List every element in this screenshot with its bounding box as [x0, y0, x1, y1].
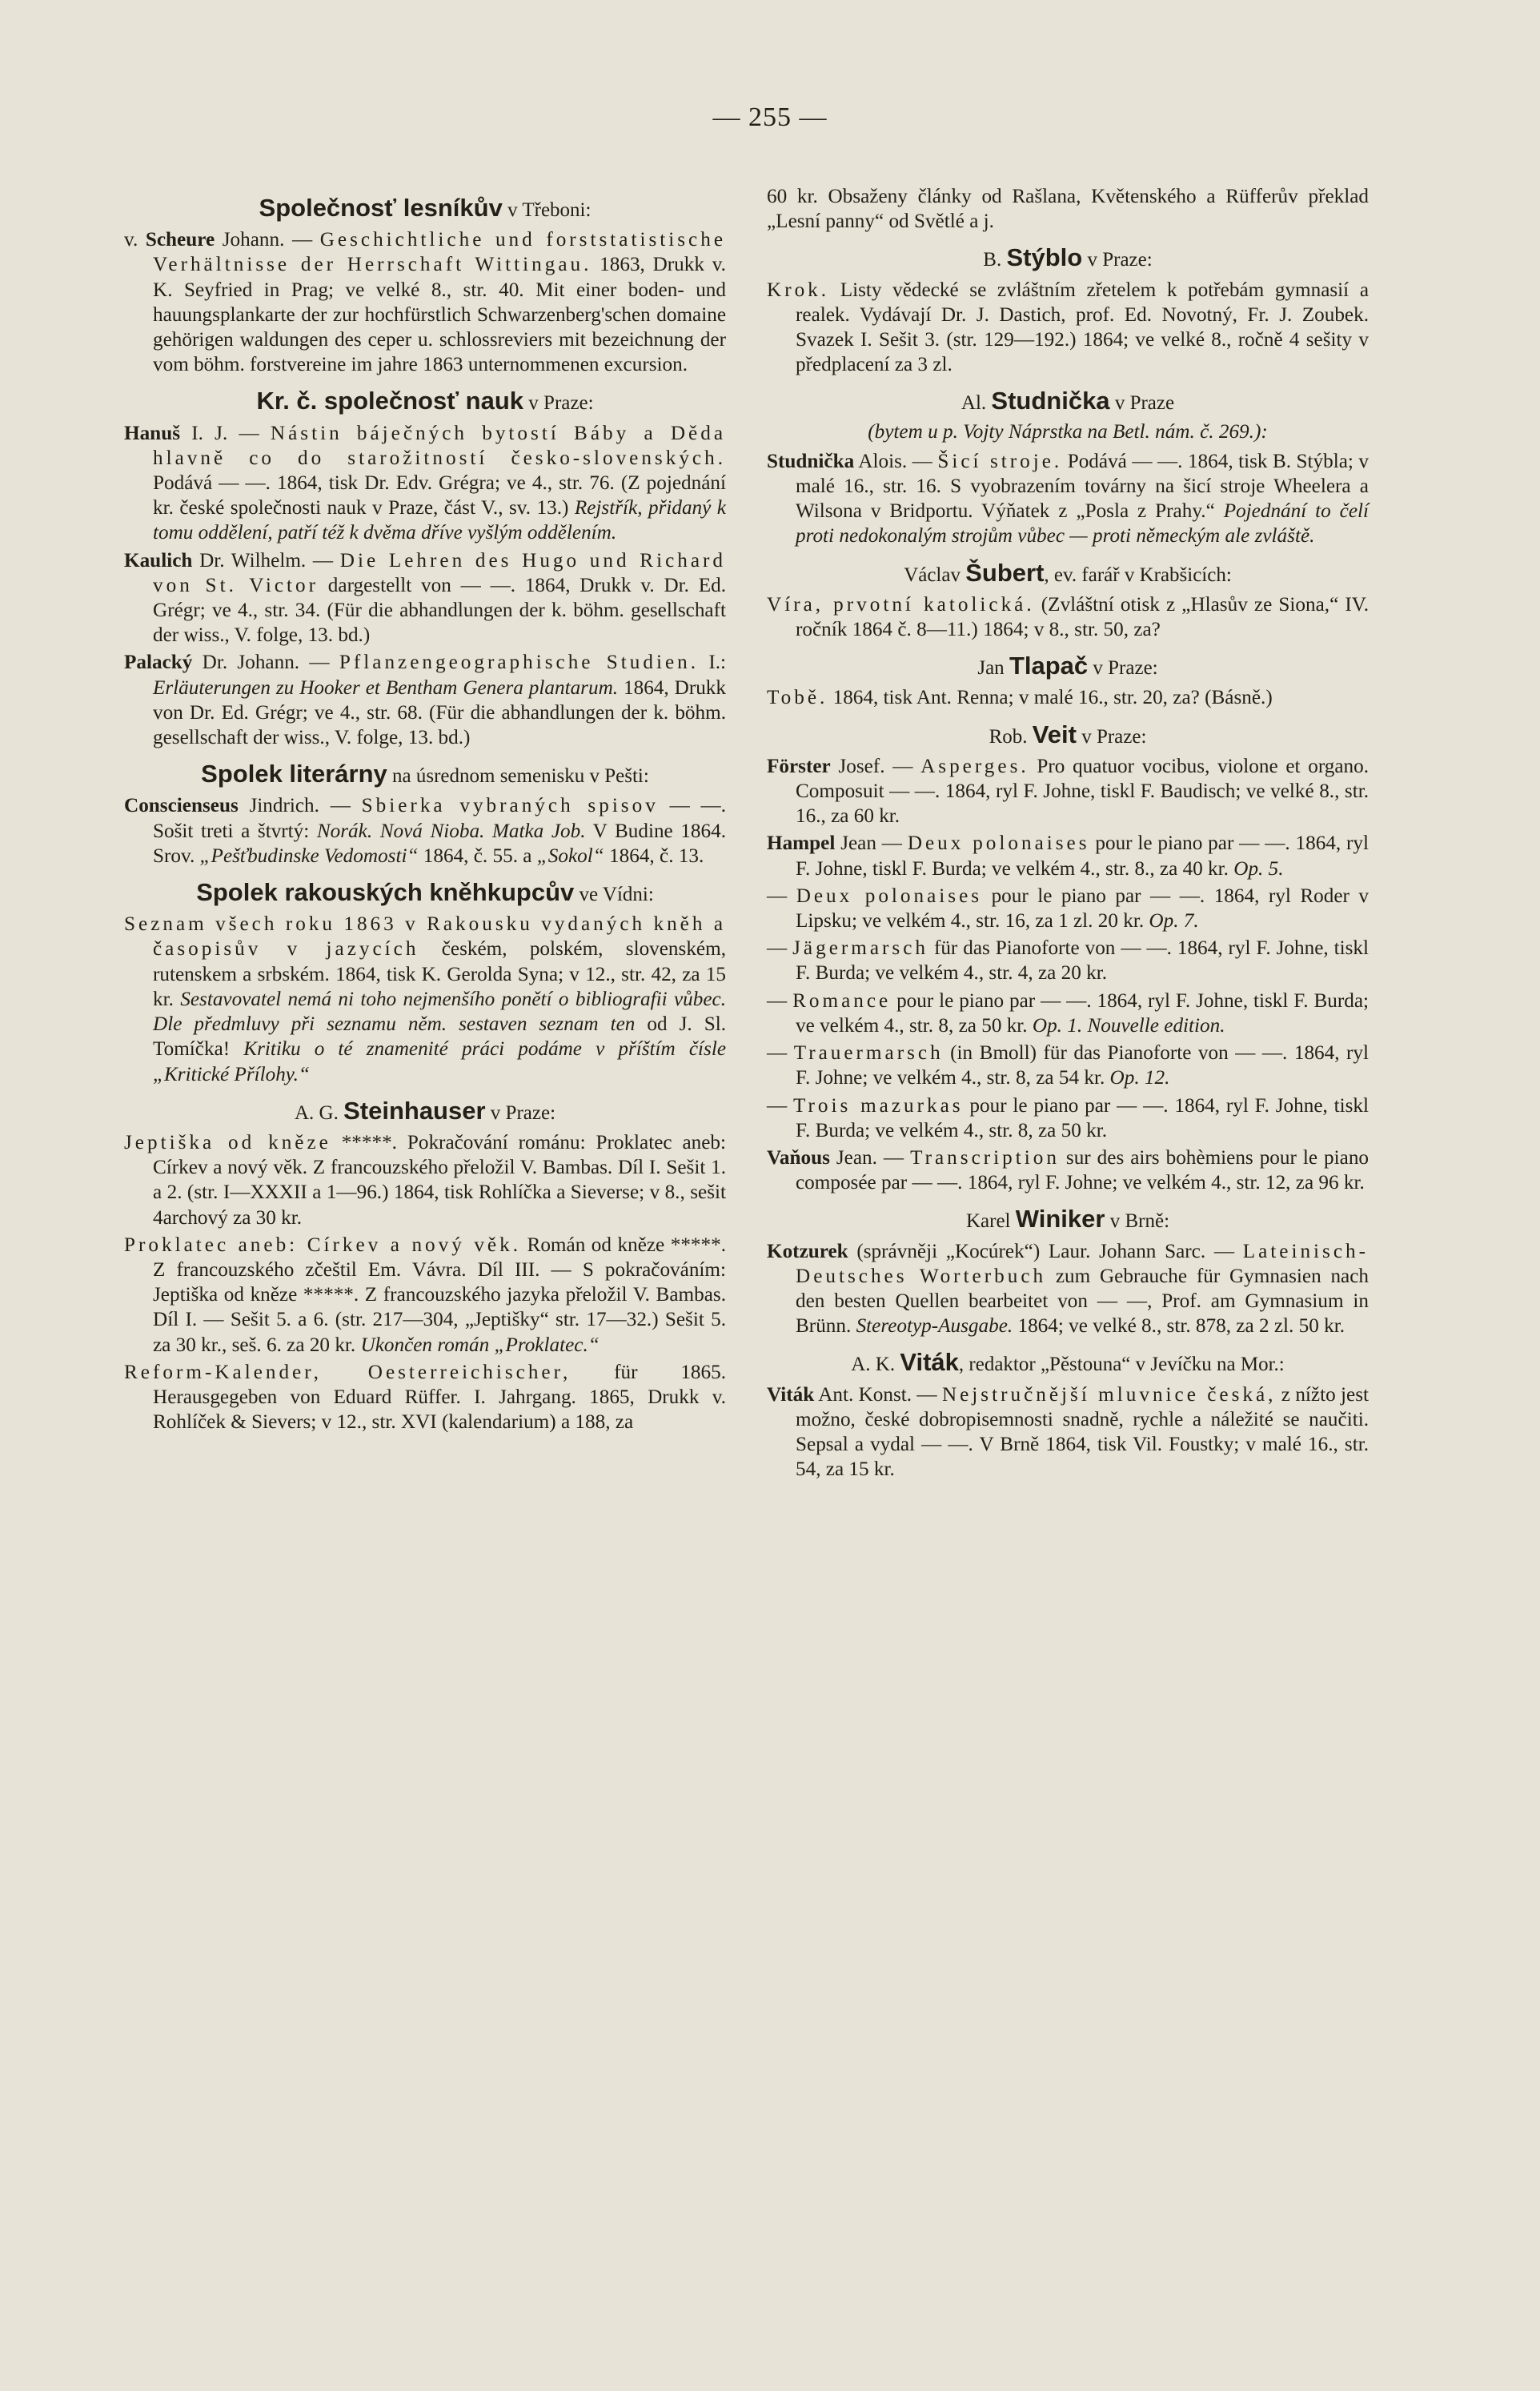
entry-text: 60 kr. Obsaženy články od Rašlana, Květenského a Rüfferův překlad „Lesní panny“ od Světlé a j.: [767, 186, 1369, 233]
entry-title: Proklatec aneb: Církev a nový věk.: [124, 1234, 522, 1256]
entry-text: Jean —: [835, 832, 908, 855]
entry-note: Norák. Nová Nioba. Matka Job.: [316, 820, 586, 842]
entry-text: pour le piano par — —. 1864, ryl F. Johne, tiskl F. Burda; ve velkém 4., str. 8., za 40 kr.: [796, 832, 1370, 880]
entry-text: — —. Sošit treti a štvrtý:: [153, 795, 726, 842]
catalog-entry: [767, 1041, 1369, 1090]
section-prefix: B.: [983, 249, 1007, 271]
catalog-entry: [767, 989, 1369, 1038]
entry-title: Asperges.: [920, 755, 1029, 777]
entry-note: Ukončen román „Proklatec.“: [360, 1334, 600, 1356]
entry-text: (in Bmoll) für das Pianoforte von — —. 1864, ryl F. Johne; ve velkém 4., str. 8, za 54 kr.: [796, 1042, 1370, 1089]
entry-text: Alois. —: [854, 450, 938, 472]
section-location: v Praze:: [1076, 725, 1147, 748]
section-heading: [124, 880, 726, 907]
section-prefix: Al.: [960, 392, 992, 415]
entry-text: zum Gebrauche für Gymnasien nach den besten Quellen bearbeitet von — —, Prof. am Gymnasium in Brünn.: [796, 1265, 1369, 1338]
entry-text: —: [767, 1042, 794, 1065]
entry-note: Pojednání to čelí proti nedokonalým strojům vůbec — proti německým ale zvláště.: [796, 500, 1369, 548]
section-title: Šubert: [965, 558, 1045, 587]
section-title: Viták: [900, 1348, 959, 1377]
author-name: Vaňous: [767, 1146, 830, 1169]
entry-title: Trois mazurkas: [793, 1094, 964, 1117]
entry-text: —: [767, 1094, 793, 1117]
entry-text: Listy vědecké se zvláštním zřetelem k potřebám gymnasií a realek. Vydávají Dr. J. Dastich, prof. Ed. Novotný, Fr. J. Zoubek. Svazek I. Sešit 3. (str. 129—192.) 1864; ve velké 8., ročně 4 sešity v předplacení za 3 zl.: [796, 279, 1369, 376]
entry-text: für 1865. Herausgegeben von Eduard Rüffer. I. Jahrgang. 1865, Drukk v. Rohlíček & Sievers; v 12., str. XVI (kalendarium) a 188, za: [153, 1361, 726, 1434]
entry-text: Román od kněze *****. Z francouzského zčeštil Em. Vávra. Díl III. — S pokračováním: Jeptiška od kněze *****. Z francouzského jazyka přeložil V. Bambas. Díl I. — Sešit 5. a 6. (str. 217—304, „Jeptišky“ str. 17—32.) Sešit 5. za 30 kr., seš. 6. za 20 kr.: [153, 1234, 727, 1356]
entry-title: Deux polonaises: [796, 885, 983, 907]
section-title: Veit: [1032, 720, 1077, 748]
author-name: Palacký: [124, 652, 193, 674]
catalog-entry: [124, 548, 726, 648]
entry-title: Víra, prvotní katolická.: [767, 593, 1035, 616]
author-name: Kotzurek: [767, 1240, 848, 1262]
entry-text: Podává — —. 1864, tisk B. Stýbla; v malé 16., str. 16. S vyobrazením továrny na šicí stroje Wheelera a Wilsona v Bridportu. Výňatek z „Posla z Prahy.“: [796, 450, 1369, 523]
entry-text: (správněji „Kocúrek“) Laur. Johann Sarc. —: [848, 1240, 1243, 1262]
entry-title: Nejstručnější mluvnice česká,: [941, 1383, 1277, 1406]
catalog-entry: [767, 685, 1369, 710]
entry-text: v.: [124, 229, 146, 251]
entry-title: Lateinisch-Deutsches Worterbuch: [796, 1240, 1369, 1287]
entry-text: Josef. —: [830, 755, 921, 777]
catalog-entry: [767, 449, 1369, 549]
entry-text: 1864, č. 55. a: [418, 844, 537, 867]
entry-title: Pflanzengeographische Studien.: [339, 652, 700, 674]
entry-title: Geschichtliche und forststatistische Verhältnisse der Herrschaft Wittingau.: [153, 229, 727, 276]
entry-text: 1864, č. 13.: [604, 844, 704, 867]
section-prefix: Karel: [965, 1210, 1016, 1233]
entry-text: —: [767, 937, 793, 960]
section-location: v Třeboni:: [502, 199, 592, 221]
entry-title: Sbierka vybraných spisov: [361, 795, 659, 817]
entry-text: Podává — —. 1864, tisk Dr. Edv. Grégra; ve 4., str. 76. (Z pojednání kr. české společnosti nauk v Praze, část V., sv. 13.): [153, 472, 726, 520]
entry-text: Ant. Konst. —: [814, 1383, 942, 1406]
catalog-entry: [767, 1382, 1369, 1482]
right-column: [767, 184, 1369, 1484]
catalog-entry: [124, 1130, 726, 1230]
entry-text: dargestellt von — —. 1864, Drukk v. Dr. Ed. Grégr; ve 4., str. 34. (Für die abhandlungen der k. böhm. gesellschaft der wiss., V. folge, 13. bd.): [153, 574, 726, 647]
author-name: Hanuš: [124, 422, 181, 444]
section-prefix: A. K.: [851, 1354, 900, 1376]
section-location: v Praze:: [1088, 657, 1158, 680]
entry-note: Op. 1. Nouvelle edition.: [1032, 1014, 1225, 1037]
section-subtitle: (bytem u p. Vojty Náprstka na Betl. nám. č. 269.):: [868, 420, 1268, 443]
section-prefix: A. G.: [294, 1101, 344, 1124]
catalog-entry: [124, 421, 726, 546]
section-prefix: Václav: [904, 564, 966, 586]
entry-note: Kritiku o té znamenité práci podáme v příštím čísle „Kritické Přílohy.“: [153, 1038, 726, 1085]
entry-title: Die Lehren des Hugo und Richard von St. Victor: [153, 549, 726, 596]
catalog-entry: [767, 1145, 1369, 1195]
section-heading: [124, 761, 726, 788]
catalog-entry: [767, 1093, 1369, 1143]
section-location: v Brně:: [1105, 1210, 1170, 1233]
entry-note: Op. 5.: [1233, 857, 1284, 880]
section-location: , redaktor „Pěstouna“ v Jevíčku na Mor.:: [958, 1354, 1285, 1376]
entry-title: Jägermarsch: [792, 937, 929, 960]
author-name: Viták: [767, 1383, 815, 1406]
catalog-entry: [124, 912, 726, 1086]
section-title: Stýblo: [1006, 243, 1083, 272]
section-heading: [124, 195, 726, 223]
catalog-entry: [124, 793, 726, 869]
entry-text: 1863, Drukk v. K. Seyfried in Prag; ve velké 8., str. 40. Mit einer boden- und hauungsplankarte der zur hochfürstlich Schwarzenberg'schen domaine gehörigen waldungen des ceper u. schlossreviers mit bezeichnung der vom böhm. forstvereine im jahre 1863 unternommenen excursion.: [153, 254, 726, 376]
catalog-entry: [124, 1360, 726, 1435]
author-name: Hampel: [767, 832, 836, 855]
entry-text: pour le piano par — —. 1864, ryl Roder v Lipsku; ve velkém 4., str. 16, za 1 zl. 20 kr.: [796, 885, 1370, 933]
catalog-entry: [124, 1233, 726, 1358]
entry-text: od J. Sl. Tomíčka!: [153, 1013, 726, 1061]
section-title: Kr. č. společnosť nauk: [256, 387, 524, 415]
section-location: na úsrednom semenisku v Pešti:: [387, 765, 649, 788]
entry-title: Krok.: [767, 279, 830, 301]
entry-note: Erläuterungen zu Hooker et Bentham Genera plantarum.: [153, 676, 619, 699]
section-title: Winiker: [1015, 1205, 1105, 1234]
section-title: Spolek literárny: [201, 760, 387, 788]
section-heading: [767, 653, 1369, 680]
entry-note: Rejstřík, přidaný k tomu oddělení, patří též k dvěma dříve vyšlým oddělením.: [153, 497, 726, 544]
entry-title: Tobě.: [767, 687, 828, 709]
section-heading: [124, 388, 726, 415]
entry-text: I.:: [699, 652, 727, 674]
entry-text: Jindrich. —: [238, 795, 362, 817]
left-column: [124, 184, 726, 1437]
section-prefix: Jan: [977, 657, 1009, 680]
section-heading: [767, 722, 1369, 749]
catalog-entry: [124, 650, 726, 750]
section-title: Steinhauser: [343, 1096, 486, 1125]
catalog-entry: [767, 592, 1369, 642]
entry-text: 1864, tisk Ant. Renna; v malé 16., str. 20, za? (Básně.): [828, 687, 1273, 709]
entry-text: I. J. —: [180, 422, 271, 444]
author-name: Förster: [767, 755, 831, 777]
author-name: Kaulich: [124, 549, 193, 572]
entry-text: Johann. —: [215, 229, 320, 251]
author-name: Studnička: [767, 450, 855, 472]
entry-text: —: [767, 989, 793, 1012]
section-location: , ev. farář v Krabšicích:: [1044, 564, 1232, 586]
section-heading: [767, 388, 1369, 415]
entry-title: Reform-Kalender, Oesterreichischer,: [124, 1361, 571, 1383]
entry-text: 1864; ve velké 8., str. 878, za 2 zl. 50 kr.: [1013, 1315, 1345, 1338]
section-location: v Praze: [1109, 392, 1175, 415]
section-location: v Praze:: [523, 392, 594, 415]
entry-note: Op. 12.: [1109, 1067, 1170, 1089]
author-name: Conscienseus: [124, 795, 239, 817]
entry-text: Dr. Johann. —: [192, 652, 339, 674]
entry-note: Stereotyp-Ausgabe.: [856, 1315, 1013, 1338]
catalog-entry: [767, 1239, 1369, 1339]
entry-text: V Budine 1864. Srov.: [153, 820, 726, 867]
entry-text: Dr. Wilhelm. —: [192, 549, 340, 572]
entry-text: z nížto jest možno, české dobropisemnosti snadně, rychle a náležité se naučiti. Sepsal a vydal — —. V Brně 1864, tisk Vil. Foustky; v malé 16., str. 54, za 15 kr.: [796, 1383, 1369, 1481]
catalog-entry: [767, 754, 1369, 829]
section-title: Společnosť lesníkův: [259, 194, 503, 222]
entry-text: Pro quatuor vocibus, violone et organo. Composuit — —. 1864, ryl F. Johne, tiskl F. Baudisch; ve velké 8., str. 16., za 60 kr.: [796, 755, 1370, 828]
entry-title: Deux polonaises: [907, 832, 1090, 855]
entry-title: Seznam všech roku 1863 v Rakousku vydaných kněh a časopisův v jazycích: [124, 913, 726, 961]
entry-text: (Zvláštní otisk z „Hlasův ze Siona,“ IV. ročník 1864 č. 8—11.) 1864; v 8., str. 50, za?: [796, 593, 1369, 641]
section-location: v Praze:: [485, 1101, 556, 1124]
entry-text: —: [767, 885, 796, 907]
entry-title: Jeptiška od kněze: [124, 1131, 331, 1153]
author-name: Scheure: [145, 229, 215, 251]
entry-title: Romance: [792, 989, 892, 1012]
entry-note: „Pešťbudinske Vedomosti“: [199, 844, 419, 867]
catalog-entry: [767, 936, 1369, 985]
section-heading: [767, 1206, 1369, 1234]
continued-text: [767, 184, 1369, 234]
section-heading: [767, 1350, 1369, 1377]
entry-text: *****. Pokračování románu: Proklatec aneb: Církev a nový věk. Z francouzského přeložil V. Bambas. Díl I. Sešit 1. a 2. (str. I—XXXII a 1—96.) 1864, tisk Rohlíčka a Sieverse; v 8., sešit 4archový za 30 kr.: [153, 1131, 727, 1229]
entry-text: pour le piano par — —. 1864, ryl F. Johne, tiskl F. Burda; ve velkém 4., str. 8, za 50 kr.: [796, 989, 1369, 1037]
catalog-entry: [767, 884, 1369, 933]
section-heading: [767, 560, 1369, 588]
entry-text: českém, polském, slovenském, rutenskem a srbském. 1864, tisk K. Gerolda Syna; v 12., str. 42, za 15 kr.: [153, 938, 726, 1010]
catalog-entry: [767, 278, 1369, 378]
entry-text: sur des airs bohèmiens pour le piano composée par — —. 1864, ryl F. Johne; ve velkém 4., str. 12, za 96 kr.: [796, 1146, 1370, 1194]
entry-title: Nástin báječných bytostí Báby a Děda hlavně co do starožitností česko-slovenských.: [153, 422, 726, 469]
section-heading: [124, 1098, 726, 1125]
entry-title: Transcription: [910, 1146, 1060, 1169]
entry-note: Sestavovatel nemá ni toho nejmenšího ponětí o bibliografii vůbec. Dle předmluvy při seznamu něm. sestaven seznam ten: [153, 988, 726, 1036]
entry-text: 1864, Drukk von Dr. Ed. Grégr; ve 4., str. 68. (Für die abhandlungen der k. böhm. gesellschaft der wiss., V. folge, 13. bd.): [153, 676, 726, 749]
catalog-entry: [767, 831, 1369, 881]
section-title: Tlapač: [1009, 652, 1089, 680]
entry-note: „Sokol“: [536, 844, 604, 867]
entry-title: Trauermarsch: [793, 1042, 944, 1065]
page-number: — 255 —: [712, 102, 828, 132]
section-location: ve Vídni:: [574, 884, 654, 906]
section-prefix: Rob.: [989, 725, 1033, 748]
section-title: Spolek rakouských kněhkupcův: [196, 878, 575, 907]
section-location: v Praze:: [1082, 249, 1153, 271]
entry-note: Op. 7.: [1149, 910, 1199, 933]
entry-text: Jean. —: [829, 1146, 911, 1169]
catalog-entry: [124, 227, 726, 377]
section-title: Studnička: [991, 387, 1110, 415]
entry-text: pour le piano par — —. 1864, ryl F. Johne, tiskl F. Burda; ve velkém 4., str. 8, za 50 kr.: [796, 1094, 1370, 1141]
entry-text: für das Pianoforte von — —. 1864, ryl F. Johne, tiskl F. Burda; ve velkém 4., str. 4, za 20 kr.: [796, 937, 1369, 985]
section-heading: [767, 245, 1369, 272]
entry-title: Šicí stroje.: [937, 450, 1063, 472]
